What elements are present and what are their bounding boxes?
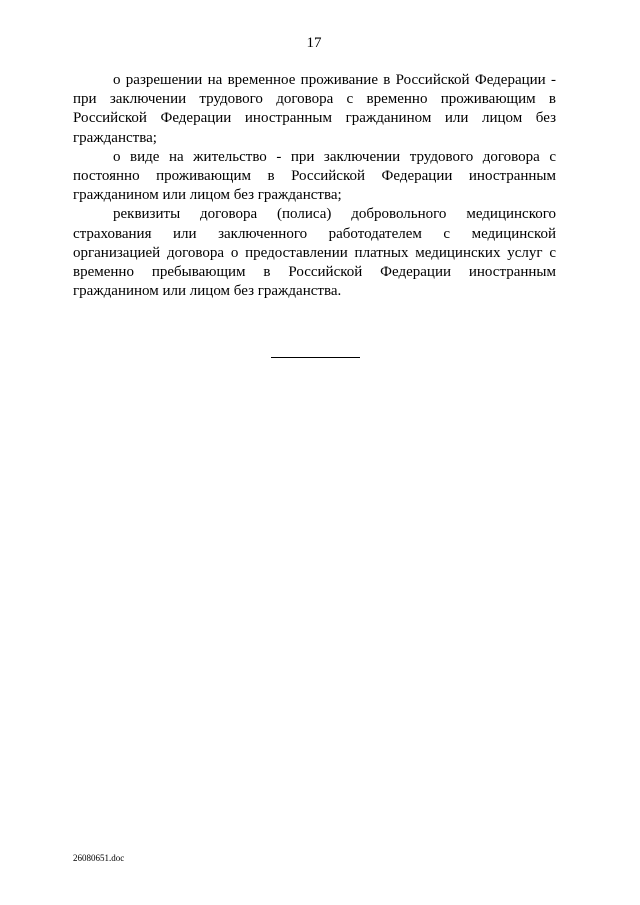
paragraph-residence-permit: о виде на жительство - при заключении трудового договора с постоянно проживающим в Российской Федерации иностранным гражданином или лицом без гражданства; <box>73 148 556 204</box>
page-number: 17 <box>306 35 322 51</box>
end-separator-line <box>271 357 360 358</box>
paragraph-insurance-details: реквизиты договора (полиса) добровольного медицинского страхования или заключенного работодателем с медицинской организацией договора о предоставлении платных медицинских услуг с временно пребывающим в Российской Федерации иностранным гражданином или лицом без гражданства. <box>73 206 556 300</box>
document-file-code: 26080651.doc <box>73 853 125 863</box>
paragraph-temporary-residence: о разрешении на временное проживание в Российской Федерации - при заключении трудового договора с временно проживающим в Российской Федерации иностранным гражданином или лицом без гражданства; <box>73 72 556 146</box>
document-body <box>73 71 556 301</box>
